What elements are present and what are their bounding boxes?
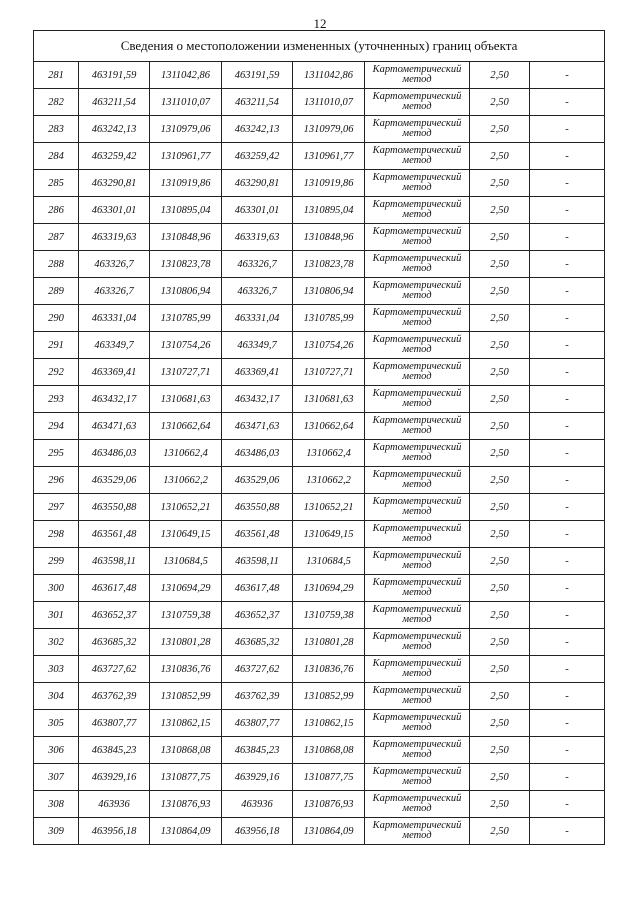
accuracy-cell: 2,50 — [470, 710, 530, 737]
y-existing-cell: 1310684,5 — [150, 548, 222, 575]
x-existing-cell: 463191,59 — [79, 62, 150, 89]
x-existing-cell: 463845,23 — [79, 737, 150, 764]
method-cell: Картометрический метод — [365, 305, 470, 332]
table-row — [34, 521, 605, 548]
table-row — [34, 629, 605, 656]
y-refined-cell: 1310806,94 — [293, 278, 365, 305]
method-cell: Картометрический метод — [365, 359, 470, 386]
x-existing-cell: 463326,7 — [79, 278, 150, 305]
y-existing-cell: 1310662,4 — [150, 440, 222, 467]
table-row — [34, 575, 605, 602]
table-row — [34, 548, 605, 575]
table-row — [34, 278, 605, 305]
method-cell: Картометрический метод — [365, 278, 470, 305]
accuracy-cell: 2,50 — [470, 683, 530, 710]
description-cell: - — [530, 737, 605, 764]
x-refined-cell: 463326,7 — [222, 251, 293, 278]
y-refined-cell: 1310681,63 — [293, 386, 365, 413]
table-row — [34, 143, 605, 170]
table-row — [34, 737, 605, 764]
method-cell: Картометрический метод — [365, 494, 470, 521]
point-number-cell: 288 — [34, 251, 79, 278]
accuracy-cell: 2,50 — [470, 629, 530, 656]
method-cell: Картометрический метод — [365, 197, 470, 224]
accuracy-cell: 2,50 — [470, 575, 530, 602]
x-existing-cell: 463929,16 — [79, 764, 150, 791]
y-existing-cell: 1310727,71 — [150, 359, 222, 386]
x-refined-cell: 463486,03 — [222, 440, 293, 467]
boundary-coordinates-table — [33, 30, 605, 845]
description-cell: - — [530, 89, 605, 116]
y-existing-cell: 1310759,38 — [150, 602, 222, 629]
y-existing-cell: 1310852,99 — [150, 683, 222, 710]
table-row — [34, 89, 605, 116]
y-existing-cell: 1310754,26 — [150, 332, 222, 359]
method-cell: Картометрический метод — [365, 467, 470, 494]
y-refined-cell: 1310694,29 — [293, 575, 365, 602]
table-row — [34, 494, 605, 521]
method-cell: Картометрический метод — [365, 683, 470, 710]
y-refined-cell: 1310652,21 — [293, 494, 365, 521]
y-existing-cell: 1310868,08 — [150, 737, 222, 764]
y-refined-cell: 1310759,38 — [293, 602, 365, 629]
table-row — [34, 332, 605, 359]
y-existing-cell: 1311010,07 — [150, 89, 222, 116]
description-cell: - — [530, 791, 605, 818]
description-cell: - — [530, 467, 605, 494]
point-number-cell: 307 — [34, 764, 79, 791]
y-refined-cell: 1310919,86 — [293, 170, 365, 197]
method-cell: Картометрический метод — [365, 413, 470, 440]
table-row — [34, 818, 605, 845]
x-refined-cell: 463617,48 — [222, 575, 293, 602]
x-existing-cell: 463301,01 — [79, 197, 150, 224]
point-number-cell: 309 — [34, 818, 79, 845]
table-row — [34, 413, 605, 440]
method-cell: Картометрический метод — [365, 170, 470, 197]
x-existing-cell: 463727,62 — [79, 656, 150, 683]
x-existing-cell: 463807,77 — [79, 710, 150, 737]
accuracy-cell: 2,50 — [470, 548, 530, 575]
table-title: Сведения о местоположении измененных (уточненных) границ объекта — [34, 31, 605, 62]
table-row — [34, 251, 605, 278]
description-cell: - — [530, 629, 605, 656]
y-existing-cell: 1310801,28 — [150, 629, 222, 656]
x-existing-cell: 463529,06 — [79, 467, 150, 494]
method-cell: Картометрический метод — [365, 143, 470, 170]
point-number-cell: 294 — [34, 413, 79, 440]
table-row — [34, 791, 605, 818]
accuracy-cell: 2,50 — [470, 737, 530, 764]
x-refined-cell: 463561,48 — [222, 521, 293, 548]
y-refined-cell: 1310961,77 — [293, 143, 365, 170]
accuracy-cell: 2,50 — [470, 278, 530, 305]
table-row — [34, 386, 605, 413]
description-cell: - — [530, 602, 605, 629]
y-refined-cell: 1311042,86 — [293, 62, 365, 89]
description-cell: - — [530, 143, 605, 170]
description-cell: - — [530, 251, 605, 278]
table-row — [34, 683, 605, 710]
x-existing-cell: 463486,03 — [79, 440, 150, 467]
description-cell: - — [530, 170, 605, 197]
x-existing-cell: 463369,41 — [79, 359, 150, 386]
y-refined-cell: 1310649,15 — [293, 521, 365, 548]
y-existing-cell: 1310876,93 — [150, 791, 222, 818]
description-cell: - — [530, 224, 605, 251]
x-refined-cell: 463259,42 — [222, 143, 293, 170]
accuracy-cell: 2,50 — [470, 764, 530, 791]
y-refined-cell: 1310684,5 — [293, 548, 365, 575]
point-number-cell: 303 — [34, 656, 79, 683]
description-cell: - — [530, 575, 605, 602]
description-cell: - — [530, 548, 605, 575]
x-existing-cell: 463617,48 — [79, 575, 150, 602]
x-existing-cell: 463762,39 — [79, 683, 150, 710]
x-refined-cell: 463845,23 — [222, 737, 293, 764]
point-number-cell: 285 — [34, 170, 79, 197]
x-refined-cell: 463762,39 — [222, 683, 293, 710]
table-row — [34, 710, 605, 737]
point-number-cell: 291 — [34, 332, 79, 359]
y-refined-cell: 1310662,2 — [293, 467, 365, 494]
description-cell: - — [530, 116, 605, 143]
point-number-cell: 304 — [34, 683, 79, 710]
point-number-cell: 282 — [34, 89, 79, 116]
accuracy-cell: 2,50 — [470, 494, 530, 521]
y-existing-cell: 1310919,86 — [150, 170, 222, 197]
accuracy-cell: 2,50 — [470, 386, 530, 413]
description-cell: - — [530, 278, 605, 305]
x-refined-cell: 463242,13 — [222, 116, 293, 143]
x-existing-cell: 463471,63 — [79, 413, 150, 440]
method-cell: Картометрический метод — [365, 116, 470, 143]
method-cell: Картометрический метод — [365, 818, 470, 845]
x-existing-cell: 463259,42 — [79, 143, 150, 170]
x-existing-cell: 463598,11 — [79, 548, 150, 575]
method-cell: Картометрический метод — [365, 251, 470, 278]
x-refined-cell: 463956,18 — [222, 818, 293, 845]
method-cell: Картометрический метод — [365, 602, 470, 629]
table-row — [34, 440, 605, 467]
x-refined-cell: 463550,88 — [222, 494, 293, 521]
method-cell: Картометрический метод — [365, 224, 470, 251]
y-existing-cell: 1310694,29 — [150, 575, 222, 602]
table-row — [34, 467, 605, 494]
x-existing-cell: 463550,88 — [79, 494, 150, 521]
y-refined-cell: 1310662,64 — [293, 413, 365, 440]
accuracy-cell: 2,50 — [470, 413, 530, 440]
description-cell: - — [530, 818, 605, 845]
y-existing-cell: 1311042,86 — [150, 62, 222, 89]
description-cell: - — [530, 62, 605, 89]
table-row — [34, 602, 605, 629]
y-refined-cell: 1310801,28 — [293, 629, 365, 656]
x-existing-cell: 463290,81 — [79, 170, 150, 197]
method-cell: Картометрический метод — [365, 440, 470, 467]
description-cell: - — [530, 386, 605, 413]
method-cell: Картометрический метод — [365, 386, 470, 413]
point-number-cell: 302 — [34, 629, 79, 656]
point-number-cell: 292 — [34, 359, 79, 386]
y-existing-cell: 1310785,99 — [150, 305, 222, 332]
x-refined-cell: 463319,63 — [222, 224, 293, 251]
y-refined-cell: 1310852,99 — [293, 683, 365, 710]
x-existing-cell: 463432,17 — [79, 386, 150, 413]
accuracy-cell: 2,50 — [470, 656, 530, 683]
description-cell: - — [530, 440, 605, 467]
y-existing-cell: 1310877,75 — [150, 764, 222, 791]
point-number-cell: 299 — [34, 548, 79, 575]
y-existing-cell: 1310864,09 — [150, 818, 222, 845]
table-row — [34, 359, 605, 386]
point-number-cell: 293 — [34, 386, 79, 413]
method-cell: Картометрический метод — [365, 764, 470, 791]
table-row — [34, 305, 605, 332]
method-cell: Картометрический метод — [365, 629, 470, 656]
y-existing-cell: 1310895,04 — [150, 197, 222, 224]
x-existing-cell: 463319,63 — [79, 224, 150, 251]
accuracy-cell: 2,50 — [470, 305, 530, 332]
point-number-cell: 300 — [34, 575, 79, 602]
x-refined-cell: 463727,62 — [222, 656, 293, 683]
method-cell: Картометрический метод — [365, 575, 470, 602]
point-number-cell: 281 — [34, 62, 79, 89]
description-cell: - — [530, 494, 605, 521]
y-existing-cell: 1310662,2 — [150, 467, 222, 494]
x-refined-cell: 463652,37 — [222, 602, 293, 629]
y-existing-cell: 1310961,77 — [150, 143, 222, 170]
x-refined-cell: 463929,16 — [222, 764, 293, 791]
method-cell: Картометрический метод — [365, 521, 470, 548]
y-refined-cell: 1310876,93 — [293, 791, 365, 818]
accuracy-cell: 2,50 — [470, 440, 530, 467]
accuracy-cell: 2,50 — [470, 602, 530, 629]
point-number-cell: 296 — [34, 467, 79, 494]
accuracy-cell: 2,50 — [470, 251, 530, 278]
y-existing-cell: 1310823,78 — [150, 251, 222, 278]
accuracy-cell: 2,50 — [470, 332, 530, 359]
y-existing-cell: 1310652,21 — [150, 494, 222, 521]
x-existing-cell: 463652,37 — [79, 602, 150, 629]
x-existing-cell: 463349,7 — [79, 332, 150, 359]
accuracy-cell: 2,50 — [470, 224, 530, 251]
y-existing-cell: 1310848,96 — [150, 224, 222, 251]
x-refined-cell: 463936 — [222, 791, 293, 818]
method-cell: Картометрический метод — [365, 548, 470, 575]
x-refined-cell: 463432,17 — [222, 386, 293, 413]
y-refined-cell: 1310836,76 — [293, 656, 365, 683]
y-existing-cell: 1310649,15 — [150, 521, 222, 548]
x-refined-cell: 463211,54 — [222, 89, 293, 116]
y-refined-cell: 1310848,96 — [293, 224, 365, 251]
x-existing-cell: 463331,04 — [79, 305, 150, 332]
accuracy-cell: 2,50 — [470, 197, 530, 224]
point-number-cell: 305 — [34, 710, 79, 737]
x-existing-cell: 463242,13 — [79, 116, 150, 143]
description-cell: - — [530, 656, 605, 683]
x-refined-cell: 463301,01 — [222, 197, 293, 224]
table-row — [34, 224, 605, 251]
point-number-cell: 286 — [34, 197, 79, 224]
description-cell: - — [530, 305, 605, 332]
y-existing-cell: 1310662,64 — [150, 413, 222, 440]
point-number-cell: 308 — [34, 791, 79, 818]
y-existing-cell: 1310862,15 — [150, 710, 222, 737]
x-refined-cell: 463290,81 — [222, 170, 293, 197]
y-refined-cell: 1310979,06 — [293, 116, 365, 143]
description-cell: - — [530, 359, 605, 386]
method-cell: Картометрический метод — [365, 89, 470, 116]
point-number-cell: 284 — [34, 143, 79, 170]
x-refined-cell: 463349,7 — [222, 332, 293, 359]
y-existing-cell: 1310836,76 — [150, 656, 222, 683]
point-number-cell: 295 — [34, 440, 79, 467]
description-cell: - — [530, 332, 605, 359]
description-cell: - — [530, 764, 605, 791]
x-existing-cell: 463685,32 — [79, 629, 150, 656]
x-refined-cell: 463685,32 — [222, 629, 293, 656]
table-row — [34, 170, 605, 197]
table-row — [34, 764, 605, 791]
y-refined-cell: 1310868,08 — [293, 737, 365, 764]
x-refined-cell: 463807,77 — [222, 710, 293, 737]
y-refined-cell: 1311010,07 — [293, 89, 365, 116]
y-existing-cell: 1310806,94 — [150, 278, 222, 305]
x-existing-cell: 463211,54 — [79, 89, 150, 116]
point-number-cell: 287 — [34, 224, 79, 251]
accuracy-cell: 2,50 — [470, 143, 530, 170]
x-existing-cell: 463326,7 — [79, 251, 150, 278]
y-refined-cell: 1310727,71 — [293, 359, 365, 386]
table-row — [34, 656, 605, 683]
point-number-cell: 289 — [34, 278, 79, 305]
accuracy-cell: 2,50 — [470, 89, 530, 116]
accuracy-cell: 2,50 — [470, 359, 530, 386]
point-number-cell: 283 — [34, 116, 79, 143]
x-refined-cell: 463326,7 — [222, 278, 293, 305]
page-number: 12 — [313, 16, 327, 31]
description-cell: - — [530, 521, 605, 548]
point-number-cell: 301 — [34, 602, 79, 629]
x-existing-cell: 463561,48 — [79, 521, 150, 548]
accuracy-cell: 2,50 — [470, 467, 530, 494]
description-cell: - — [530, 413, 605, 440]
table-row — [34, 197, 605, 224]
method-cell: Картометрический метод — [365, 791, 470, 818]
accuracy-cell: 2,50 — [470, 62, 530, 89]
x-refined-cell: 463331,04 — [222, 305, 293, 332]
method-cell: Картометрический метод — [365, 656, 470, 683]
x-refined-cell: 463191,59 — [222, 62, 293, 89]
table-title-row — [34, 31, 605, 62]
point-number-cell: 306 — [34, 737, 79, 764]
description-cell: - — [530, 710, 605, 737]
table-row — [34, 116, 605, 143]
point-number-cell: 290 — [34, 305, 79, 332]
method-cell: Картометрический метод — [365, 332, 470, 359]
accuracy-cell: 2,50 — [470, 521, 530, 548]
x-existing-cell: 463936 — [79, 791, 150, 818]
description-cell: - — [530, 197, 605, 224]
y-refined-cell: 1310864,09 — [293, 818, 365, 845]
x-refined-cell: 463598,11 — [222, 548, 293, 575]
accuracy-cell: 2,50 — [470, 116, 530, 143]
y-refined-cell: 1310877,75 — [293, 764, 365, 791]
y-refined-cell: 1310754,26 — [293, 332, 365, 359]
accuracy-cell: 2,50 — [470, 818, 530, 845]
x-refined-cell: 463529,06 — [222, 467, 293, 494]
method-cell: Картометрический метод — [365, 710, 470, 737]
point-number-cell: 297 — [34, 494, 79, 521]
table-row — [34, 62, 605, 89]
x-existing-cell: 463956,18 — [79, 818, 150, 845]
method-cell: Картометрический метод — [365, 62, 470, 89]
y-refined-cell: 1310862,15 — [293, 710, 365, 737]
method-cell: Картометрический метод — [365, 737, 470, 764]
accuracy-cell: 2,50 — [470, 791, 530, 818]
accuracy-cell: 2,50 — [470, 170, 530, 197]
x-refined-cell: 463369,41 — [222, 359, 293, 386]
y-existing-cell: 1310979,06 — [150, 116, 222, 143]
y-refined-cell: 1310895,04 — [293, 197, 365, 224]
description-cell: - — [530, 683, 605, 710]
point-number-cell: 298 — [34, 521, 79, 548]
y-refined-cell: 1310662,4 — [293, 440, 365, 467]
y-refined-cell: 1310823,78 — [293, 251, 365, 278]
x-refined-cell: 463471,63 — [222, 413, 293, 440]
y-existing-cell: 1310681,63 — [150, 386, 222, 413]
y-refined-cell: 1310785,99 — [293, 305, 365, 332]
